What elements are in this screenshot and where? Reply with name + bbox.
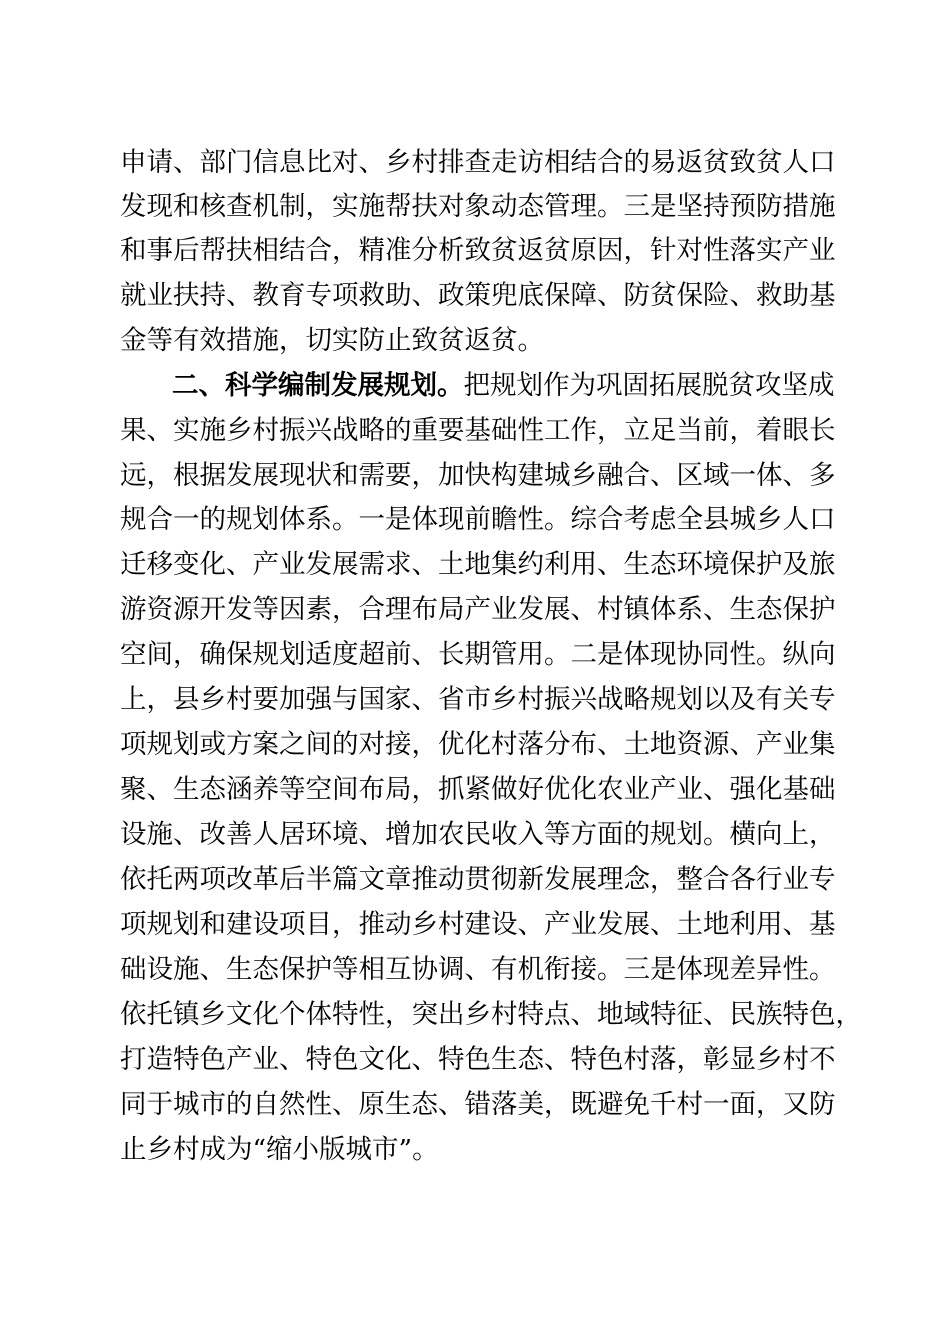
paragraph-2-line-15: 依托镇乡文化个体特性，突出乡村特点、地域特征、民族特色，	[120, 999, 862, 1030]
paragraph-2-line-3: 远，根据发展现状和需要，加快构建城乡融合、区域一体、多	[120, 460, 836, 491]
paragraph-1-line-4: 就业扶持、教育专项救助、政策兜底保障、防贫保险、救助基	[120, 280, 836, 311]
paragraph-2-line-6: 游资源开发等因素，合理布局产业发展、村镇体系、生态保护	[120, 594, 836, 625]
paragraph-1-line-2: 发现和核查机制，实施帮扶对象动态管理。三是坚持预防措施	[120, 191, 836, 222]
paragraph-2-line-2: 果、实施乡村振兴战略的重要基础性工作，立足当前，着眼长	[120, 415, 836, 446]
paragraph-2-line-17: 同于城市的自然性、原生态、错落美，既避免千村一面，又防	[120, 1089, 836, 1120]
paragraph-2-line-14: 础设施、生态保护等相互协调、有机衔接。三是体现差异性。	[120, 954, 836, 985]
paragraph-2-line-1-text: 把规划作为巩固拓展脱贫攻坚成	[463, 370, 835, 401]
paragraph-2-line-1	[172, 371, 835, 401]
paragraph-1-line-1: 申请、部门信息比对、乡村排查走访相结合的易返贫致贫人口	[120, 147, 836, 178]
paragraph-2-line-7: 空间，确保规划适度超前、长期管用。二是体现协同性。纵向	[120, 639, 836, 670]
paragraph-2-line-8: 上，县乡村要加强与国家、省市乡村振兴战略规划以及有关专	[120, 684, 836, 715]
paragraph-2-line-13: 项规划和建设项目，推动乡村建设、产业发展、土地利用、基	[120, 909, 836, 940]
paragraph-1-line-3: 和事后帮扶相结合，精准分析致贫返贫原因，针对性落实产业	[120, 235, 836, 266]
paragraph-2-line-18: 止乡村成为“缩小版城市”。	[120, 1134, 439, 1165]
paragraph-2-line-11: 设施、改善人居环境、增加农民收入等方面的规划。横向上，	[120, 819, 836, 850]
paragraph-2-line-10: 聚、生态涵养等空间布局，抓紧做好优化农业产业、强化基础	[120, 774, 836, 805]
paragraph-2-line-5: 迁移变化、产业发展需求、土地集约利用、生态环境保护及旅	[120, 549, 836, 580]
paragraph-1-line-5: 金等有效措施，切实防止致贫返贫。	[120, 325, 544, 356]
paragraph-2-line-9: 项规划或方案之间的对接，优化村落分布、土地资源、产业集	[120, 729, 836, 760]
paragraph-2-line-16: 打造特色产业、特色文化、特色生态、特色村落，彰显乡村不	[120, 1044, 836, 1075]
paragraph-2-line-4: 规合一的规划体系。一是体现前瞻性。综合考虑全县城乡人口	[120, 504, 836, 535]
paragraph-2-line-12: 依托两项改革后半篇文章推动贯彻新发展理念，整合各行业专	[120, 864, 836, 895]
section-heading: 二、科学编制发展规划。	[172, 370, 464, 401]
